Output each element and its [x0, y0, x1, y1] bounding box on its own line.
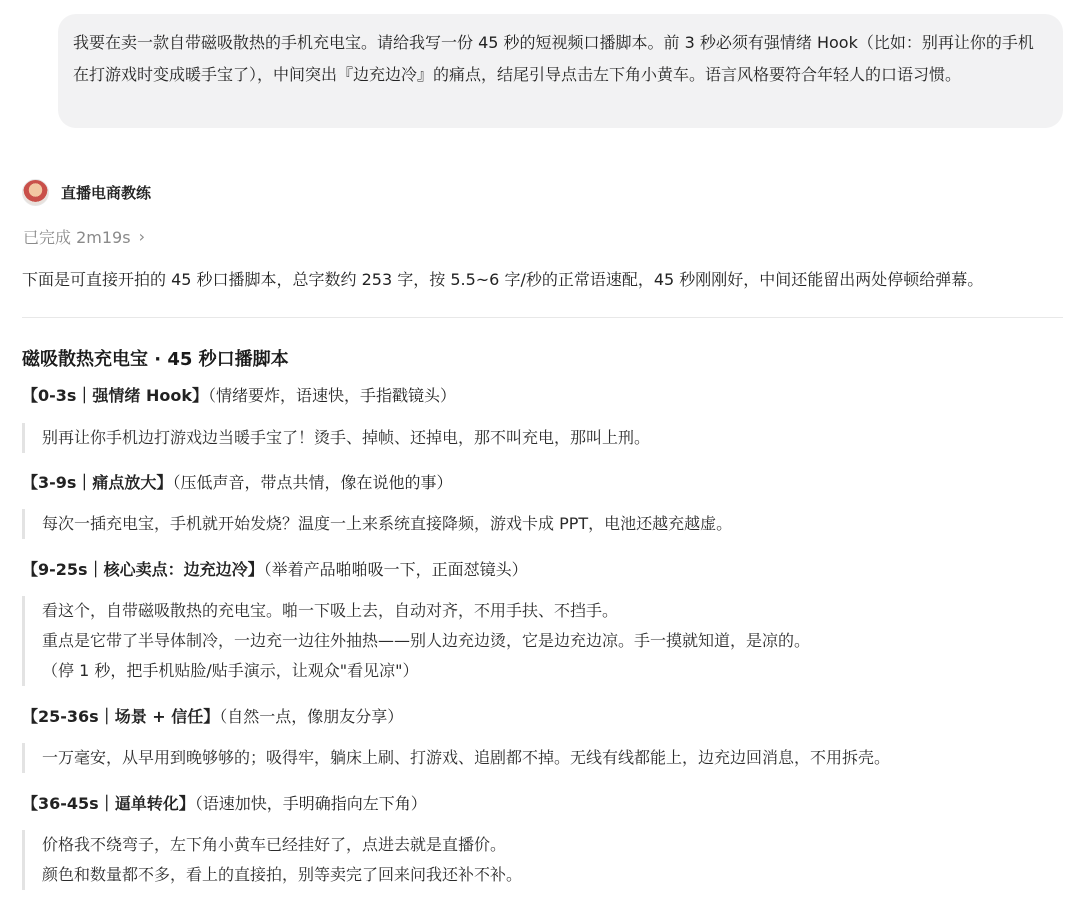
section-note: （自然一点，像朋友分享） — [219, 707, 404, 726]
section-label: 【25-36s｜场景 + 信任】 — [22, 707, 220, 726]
script-line: 重点是它带了半导体制冷，一边充一边往外抽热——别人边充边烫，它是边充边凉。手一摸就知道，是凉的。 — [42, 631, 811, 650]
script-quote — [22, 596, 1062, 686]
completion-status[interactable] — [23, 225, 145, 248]
script-line: 颜色和数量都不多，看上的直接拍，别等卖完了回来问我还补不补。 — [42, 865, 523, 884]
section-label: 【9-25s｜核心卖点：边充边冷】 — [22, 560, 264, 579]
response-intro: 下面是可直接开拍的 45 秒口播脚本，总字数约 253 字，按 5.5~6 字/秒的正常语速配，45 秒刚刚好，中间还能留出两处停顿给弹幕。 — [22, 270, 984, 289]
section-heading — [22, 557, 528, 580]
section-label: 【3-9s｜痛点放大】 — [22, 473, 173, 492]
script-quote — [22, 830, 1062, 890]
coach-avatar — [22, 179, 49, 206]
script-quote — [22, 423, 1062, 453]
section-note: （压低声音，带点共情，像在说他的事） — [172, 473, 453, 492]
section-heading — [22, 383, 456, 406]
divider — [22, 317, 1063, 318]
script-line: 每次一插充电宝，手机就开始发烧？温度一上来系统直接降频，游戏卡成 PPT，电池还越充越虚。 — [42, 514, 733, 533]
section-heading — [22, 704, 403, 727]
chevron-right-icon[interactable]: › — [138, 227, 145, 246]
script-title: 磁吸散热充电宝 · 45 秒口播脚本 — [22, 349, 289, 370]
section-note: （举着产品啪啪吸一下，正面怼镜头） — [263, 560, 528, 579]
script-line: 一万毫安，从早用到晚够够的；吸得牢，躺床上刷、打游戏、追剧都不掉。无线有线都能上，边充边回消息，不用拆壳。 — [42, 748, 891, 767]
script-line: （停 1 秒，把手机贴脸/贴手演示，让观众"看见凉"） — [42, 661, 419, 680]
user-message-text: 我要在卖一款自带磁吸散热的手机充电宝。请给我写一份 45 秒的短视频口播脚本。前 3 秒必须有强情绪 Hook（比如：别再让你的手机在打游戏时变成暖手宝了），中间突出『边充边冷』的痛点，结尾引导点击左下角小黄车。语言风格要符合年轻人的口语习惯。 — [73, 33, 1034, 84]
assistant-header — [22, 179, 151, 206]
script-quote — [22, 743, 1062, 773]
user-message-bubble — [58, 14, 1063, 128]
assistant-name: 直播电商教练 — [61, 184, 152, 202]
section-label: 【0-3s｜强情绪 Hook】 — [22, 386, 209, 405]
section-note: （语速加快，手明确指向左下角） — [194, 794, 427, 813]
script-line: 价格我不绕弯子，左下角小黄车已经挂好了，点进去就是直播价。 — [42, 835, 507, 854]
script-line: 看这个，自带磁吸散热的充电宝。啪一下吸上去，自动对齐，不用手扶、不挡手。 — [42, 601, 619, 620]
section-note: （情绪要炸，语速快，手指戳镜头） — [208, 386, 457, 405]
section-label: 【36-45s｜逼单转化】 — [22, 794, 195, 813]
section-heading — [22, 791, 427, 814]
section-heading — [22, 470, 452, 493]
script-quote — [22, 509, 1062, 539]
completion-status-text: 已完成 2m19s — [23, 228, 131, 247]
script-line: 别再让你手机边打游戏边当暖手宝了！烫手、掉帧、还掉电，那不叫充电，那叫上刑。 — [42, 428, 651, 447]
